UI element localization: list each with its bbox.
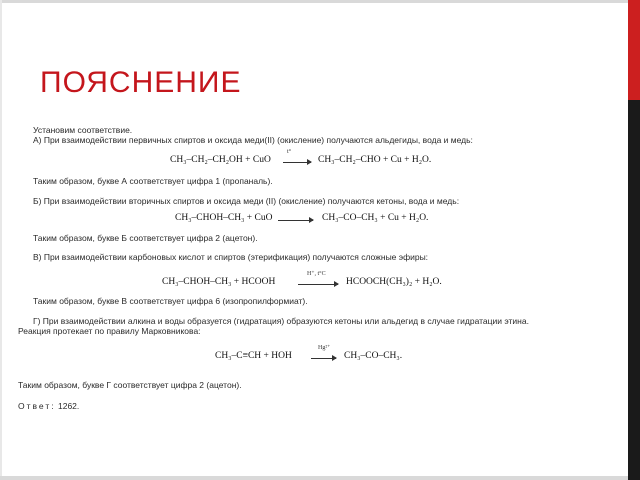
section-b-text: Б) При взаимодействии вторичных спиртов и оксида меди (II) (окисление) получаются кетоны, вода и медь:: [33, 196, 460, 206]
equation-v-right: HCOOCH(CH₃)₂ + H₂O.: [346, 277, 442, 287]
equation-a-left: CH₃–CH₂–CH₂OH + CuO: [170, 155, 271, 165]
slide-top-border: [0, 0, 640, 3]
section-g-text-2: Реакция протекает по правилу Марковникова:: [18, 326, 201, 336]
equation-g-arrow: [311, 358, 336, 359]
equation-g-left: CH₃–C≡CH + HOH: [215, 351, 292, 361]
equation-b-arrow: [278, 220, 313, 221]
slide-title: ПОЯСНЕНИЕ: [40, 66, 242, 99]
answer-line: [18, 401, 79, 411]
section-g-result: Таким образом, букве Г соответствует цифра 2 (ацетон).: [18, 380, 242, 390]
section-v-result: Таким образом, букве В соответствует цифра 6 (изопропилформиат).: [33, 296, 308, 306]
section-a-text: А) При взаимодействии первичных спиртов и оксида меди(II) (окисление) получаются альдегиды, вода и медь:: [33, 135, 473, 145]
equation-b-left: CH₃–CHOH–CH₃ + CuO: [175, 213, 273, 223]
slide-bottom-border: [0, 476, 640, 480]
accent-bar-red: [628, 0, 640, 100]
answer-label: Ответ:: [18, 401, 56, 411]
equation-a-condition: t°: [287, 149, 292, 155]
section-a-result: Таким образом, букве А соответствует цифра 1 (пропаналь).: [33, 176, 273, 186]
equation-b-right: CH₃–CO–CH₃ + Cu + H₂O.: [322, 213, 429, 223]
slide-left-border: [0, 0, 2, 480]
equation-v-arrow: [298, 284, 338, 285]
equation-g-right: CH₃–CO–CH₃.: [344, 351, 403, 361]
accent-bar-dark: [628, 100, 640, 480]
section-g-text: Г) При взаимодействии алкина и воды образуется (гидратация) образуются кетоны или альдегид в случае гидратации этина.: [33, 316, 529, 326]
section-b-result: Таким образом, букве Б соответствует цифра 2 (ацетон).: [33, 233, 258, 243]
equation-a-right: CH₃–CH₂–CHO + Cu + H₂O.: [318, 155, 432, 165]
equation-v-left: CH₃–CHOH–CH₃ + HCOOH: [162, 277, 276, 287]
equation-a-arrow: [283, 162, 311, 163]
equation-v-condition: H⁺, t°C: [307, 271, 326, 277]
equation-g-condition: Hg²⁺: [318, 345, 331, 351]
answer-value: 1262.: [58, 401, 80, 411]
intro-text: Установим соответствие.: [33, 125, 133, 135]
section-v-text: В) При взаимодействии карбоновых кислот и спиртов (этерификация) получаются сложные эфиры:: [33, 252, 429, 262]
